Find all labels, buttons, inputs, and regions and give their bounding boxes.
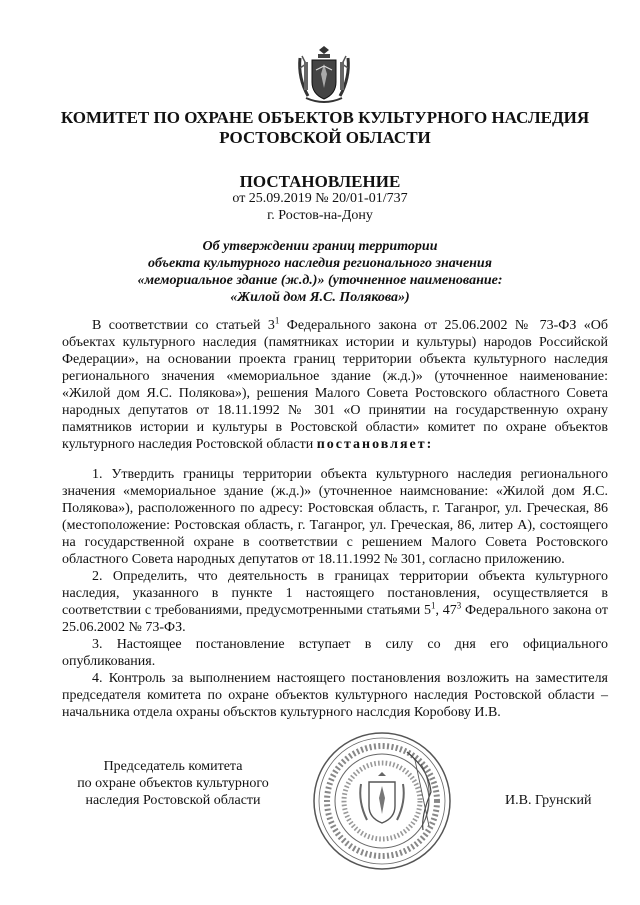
decree-word: постановляет: xyxy=(316,437,434,452)
coat-of-arms-emblem xyxy=(296,44,352,106)
subject-line-3: «мемориальное здание (ж.д.)» (уточненное наименование: xyxy=(137,273,503,288)
document-place: г. Ростов-на-Дону xyxy=(267,208,373,223)
signatory-name: И.В. Грунский xyxy=(505,793,592,808)
organization-name xyxy=(40,108,610,148)
signatory-position-line-2: по охране объектов культурного xyxy=(77,776,269,791)
decree-item-4: 4. Контроль за выполнением настоящего постановления возложить на заместителя председателя комитета по охране объектов культурного наследия Ростовской области – начальника отдела охраны объсктов культурного наслсдия Коробову И.В. xyxy=(62,671,608,720)
preamble-superscript: 1 xyxy=(274,315,280,326)
organization-line-1: КОМИТЕТ ПО ОХРАНЕ ОБЪЕКТОВ КУЛЬТУРНОГО НАСЛЕДИЯ xyxy=(60,108,590,127)
document-meta xyxy=(40,190,600,224)
item-2-superscript-1: 1 xyxy=(431,600,436,611)
signatory-position-line-1: Председатель комитета xyxy=(103,759,243,774)
decree-items xyxy=(62,466,608,721)
decree-item-3: 3. Настоящее постановление вступает в силу со дня его официального опубликования. xyxy=(62,637,608,669)
item-2-superscript-2: 3 xyxy=(456,600,462,611)
official-seal xyxy=(311,730,453,872)
item-2-text-1: 2. Определить, что деятельность в границах территории объекта культурного наследия, указанного в пункте 1 настоящего постановления, осуществляется в соответствии с требованиями, предусмотренными статьями 5 xyxy=(62,569,608,618)
subject-line-1: Об утверждении границ территории xyxy=(202,239,438,254)
signatory-position xyxy=(60,758,286,809)
signatory-position-line-3: наследия Ростовской области xyxy=(85,793,261,808)
subject-line-4: «Жилой дом Я.С. Полякова») xyxy=(230,290,410,305)
item-2-text-3: Федерального закона от 25.06.2002 № 73-ФЗ. xyxy=(62,603,608,635)
organization-line-2: РОСТОВСКОЙ ОБЛАСТИ xyxy=(219,128,431,147)
decree-item-2 xyxy=(62,568,608,636)
item-2-text-2: , 47 xyxy=(435,603,457,618)
preamble-text-1: В соответствии со статьей 3 xyxy=(92,318,275,333)
preamble-paragraph xyxy=(62,317,608,453)
subject-line-2: объекта культурного наследия регионального значения xyxy=(148,256,492,271)
document-subject xyxy=(60,238,580,306)
document-date-number: от 25.09.2019 № 20/01-01/737 xyxy=(232,191,408,206)
preamble-text-2: Федерального закона от 25.06.2002 № 73-ФЗ «Об объектах культурного наследия (памятниках истории и культуры) народов Российской Федерации», на основании проекта границ территории объекта культурного наследия регионального значения «мемориальное здание (ж.д.)» (уточненное наименование: «Жилой дом Я.С. Полякова»), решения Малого Совета Ростовского областного Совета народных депутатов от 18.11.1992 № 301 «О принятии на государственную охрану памятников истории и культуры в Ростовской области» комитет по охране объектов культурного наследия Ростовской области xyxy=(62,318,608,452)
document-type: ПОСТАНОВЛЕНИЕ xyxy=(239,172,401,191)
decree-item-1: 1. Утвердить границы территории объекта культурного наследия регионального значения «мемориальное здание (ж.д.)» (уточненное наимснование: «Жилой дом Я.С. Полякова»), расположенного по адресу: Ростовская область, г. Таганрог, ул. Греческая, 86 (местоположение: Ростовская область, г. Таганрог, ул. Греческая, 86, литер А), состоящего на государственной охране в соответствии с решением Малого Совета Ростовского областного Совета народных депутатов от 18.11.1992 № 301, согласно приложению. xyxy=(62,467,608,567)
